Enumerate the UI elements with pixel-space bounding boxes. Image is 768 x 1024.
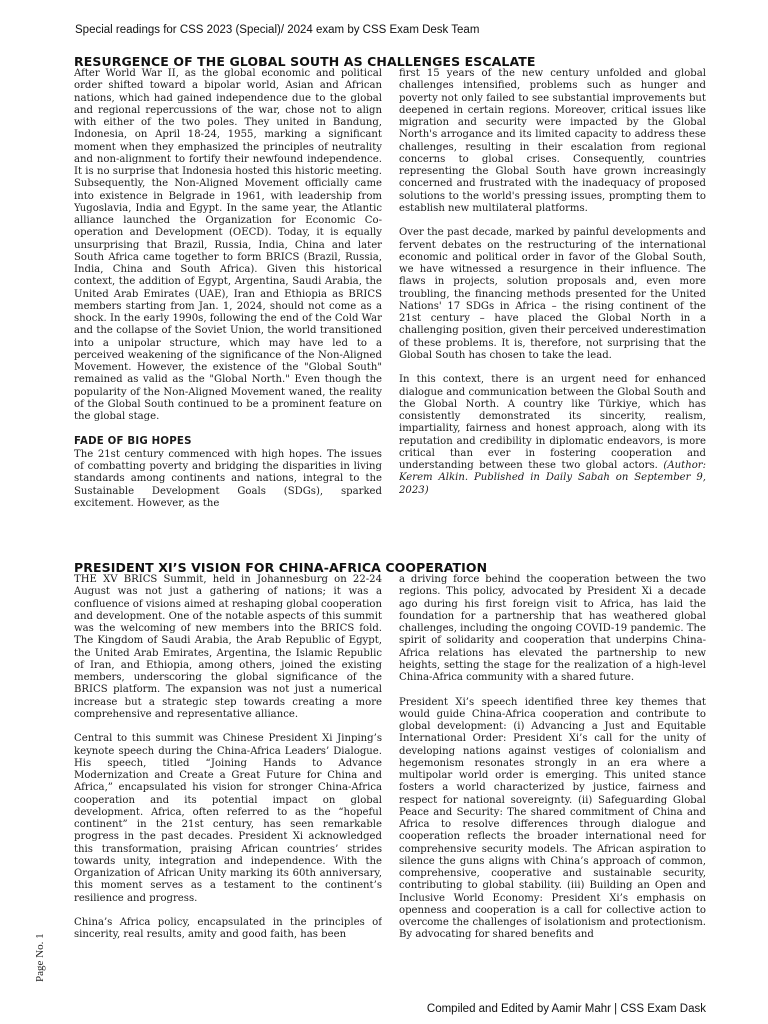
article2-paragraph-3: China’s Africa policy, encapsulated in the principles of sincerity, real results, amity and good faith, has been: [74, 917, 382, 941]
page-number: Page No. 1: [34, 933, 46, 982]
article1-column-left: [74, 68, 382, 546]
article1-title: RESURGENCE OF THE GLOBAL SOUTH AS CHALLENGES ESCALATE: [74, 54, 536, 69]
article1-paragraph-4: Over the past decade, marked by painful developments and fervent debates on the restructuring of the international economic and political order in favor of the Global South, we have witnessed a resurgence in their influence. The flaws in projects, solution proposals and, even more troubling, the financing methods presented for the United Nations' 17 SDGs in Africa – the rising continent of the 21st century – have placed the Global North in a challenging position, given their perceived underestimation of these problems. It is, therefore, not surprising that the Global South has chosen to take the lead.: [399, 227, 706, 361]
article1-subheading: FADE OF BIG HOPES: [74, 435, 192, 447]
article2-column-left: [74, 574, 382, 974]
article1-paragraph-3: first 15 years of the new century unfolded and global challenges intensified, problems such as hunger and poverty not only failed to see substantial improvements but deepened in certain regions. Moreover, critical issues like migration and security were impacted by the Global North's arrogance and its limited capacity to address these challenges, resulting in their escalation from regional concerns to global crises. Consequently, countries representing the Global South have grown increasingly concerned and frustrated with the inadequacy of proposed solutions to the world's pressing issues, prompting them to establish new multilateral platforms.: [399, 68, 706, 214]
article1-paragraph-1: After World War II, as the global economic and political order shifted toward a bipolar world, Asian and African nations, which had gained independence due to the global and regional repercussions of the war, chose not to align with either of the two poles. They united in Bandung, Indonesia, on April 18-24, 1955, marking a significant moment when they emphasized the principles of neutrality and non-alignment to fortify their newfound independence. It is no surprise that Indonesia hosted this historic meeting. Subsequently, the Non-Aligned Movement officially came into existence in Belgrade in 1961, with leadership from Yugoslavia, India and Egypt. In the same year, the Atlantic alliance launched the Organization for Economic Co-operation and Development (OECD). Today, it is equally unsurprising that Brazil, Russia, India, China and later South Africa came together to form BRICS (Brazil, Russia, India, China and South Africa). Given this historical context, the addition of Egypt, Argentina, Saudi Arabia, the United Arab Emirates (UAE), Iran and Ethiopia as BRICS members starting from Jan. 1, 2024, should not come as a shock. In the early 1990s, following the end of the Cold War and the collapse of the Soviet Union, the world transitioned into a unipolar structure, which may have led to a perceived weakening of the significance of the Non-Aligned Movement. However, the existence of the "Global South" remained as valid as the "Global North." Even though the popularity of the Non-Aligned Movement waned, the reality of the Global South continued to be a prominent feature on the global stage.: [74, 68, 382, 422]
page-header: Special readings for CSS 2023 (Special)/ 2024 exam by CSS Exam Desk Team: [75, 24, 480, 36]
article2-paragraph-5: President Xi’s speech identified three key themes that would guide China-Africa cooperation and contribute to global development: (i) Advancing a Just and Equitable International Order: President Xi’s call for the unity of developing nations against vestiges of colonialism and hegemonism resonates strongly in an era where a multipolar world order is emerging. This united stance fosters a world characterized by justice, fairness and respect for national sovereignty. (ii) Safeguarding Global Peace and Security: The shared commitment of China and Africa to resolve differences through dialogue and cooperation reflects the broader international need for comprehensive security models. The African aspiration to silence the guns aligns with China’s approach of common, comprehensive, cooperative and sustainable security, contributing to global stability. (iii) Building an Open and Inclusive World Economy: President Xi’s emphasis on openness and cooperation is a call for collective action to overcome the challenges of isolationism and protectionism. By advocating for shared benefits and: [399, 696, 706, 941]
article2-paragraph-1: THE XV BRICS Summit, held in Johannesburg on 22-24 August was not just a gathering of nations; it was a confluence of visions aimed at reshaping global cooperation and development. One of the notable aspects of this summit was the welcoming of new members into the BRICS fold. The Kingdom of Saudi Arabia, the Arab Republic of Egypt, the United Arab Emirates, Argentina, the Islamic Republic of Iran, and Ethiopia, among others, joined the existing members, underscoring the global significance of the BRICS platform. The expansion was not just a numerical increase but a strategic step towards creating a more comprehensive and representative alliance.: [74, 574, 382, 720]
article2-title: PRESIDENT XI’S VISION FOR CHINA-AFRICA COOPERATION: [74, 560, 488, 575]
article1-paragraph-2: The 21st century commenced with high hopes. The issues of combatting poverty and bridging the disparities in living standards among continents and nations, integral to the Sustainable Development Goals (SDGs), sparked excitement. However, as the: [74, 448, 382, 509]
article1-paragraph-5-text: In this context, there is an urgent need for enhanced dialogue and communication between the Global South and the Global North. A country like Türkiye, which has consistently demonstrated its sincerity, realism, impartiality, fairness and honest approach, along with its reputation and credibility in diplomatic endeavors, is more critical than ever in fostering cooperation and understanding between these two global actors.: [399, 374, 706, 471]
article1-column-right: [399, 68, 706, 546]
article1-paragraph-5: [399, 374, 706, 497]
article2-column-right: [399, 574, 706, 974]
article2-paragraph-4: a driving force behind the cooperation between the two regions. This policy, advocated by President Xi a decade ago during his first foreign visit to Africa, has laid the foundation for a partnership that has weathered global challenges, including the ongoing COVID-19 pandemic. The spirit of solidarity and cooperation that underpins China-Africa relations has elevated the partnership to new heights, setting the stage for the realization of a high-level China-Africa community with a shared future.: [399, 574, 706, 683]
article2-paragraph-2: Central to this summit was Chinese President Xi Jinping’s keynote speech during the China-Africa Leaders’ Dialogue. His speech, titled “Joining Hands to Advance Modernization and Create a Great Future for China and Africa,” encapsulated his vision for stronger China-Africa cooperation and its potential impact on global development. Africa, often referred to as the “hopeful continent” in the 21st century, has seen remarkable progress in the past decades. President Xi acknowledged this transformation, praising African countries’ strides towards unity, integration and independence. With the Organization of African Unity marking its 60th anniversary, this moment serves as a testament to the continent’s resilience and progress.: [74, 733, 382, 904]
page-footer: Compiled and Edited by Aamir Mahr | CSS Exam Dask: [426, 1003, 706, 1015]
article1-author-credit: (Author: Kerem Alkin. Published in Daily Sabah on September 9, 2023): [399, 460, 706, 496]
